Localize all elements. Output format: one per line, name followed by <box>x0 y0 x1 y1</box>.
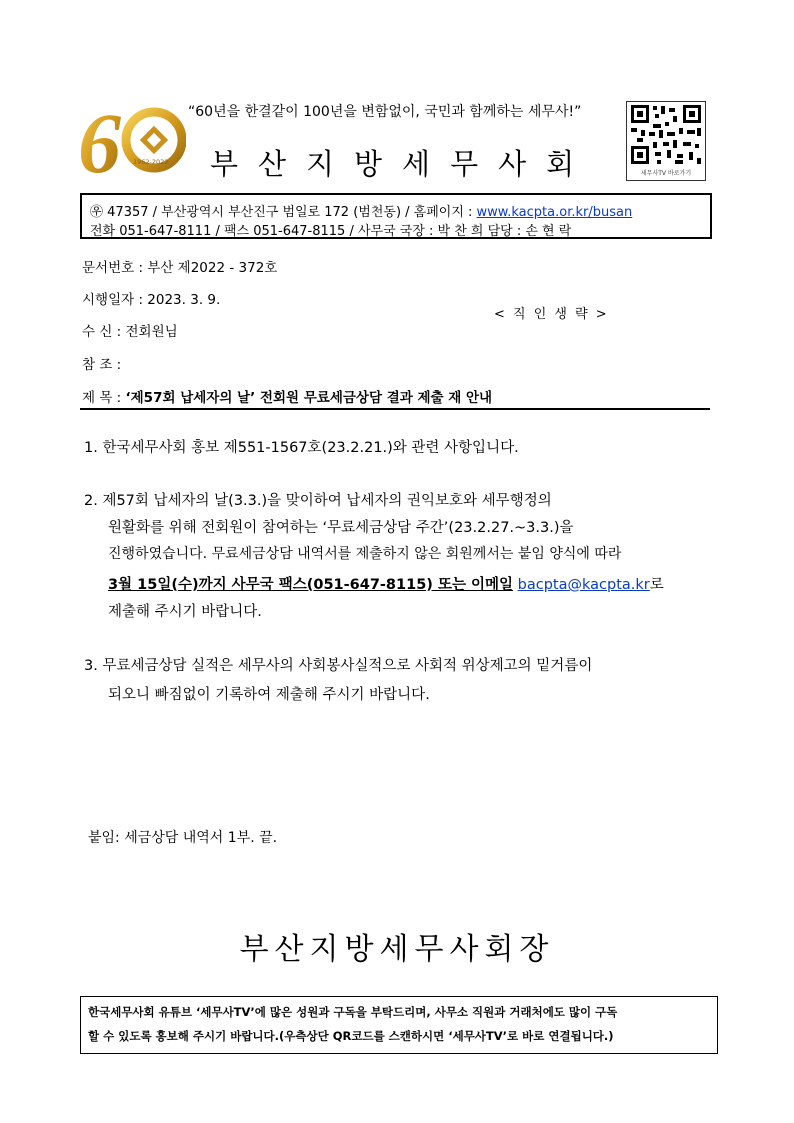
paragraph-2-line-4 <box>108 573 664 594</box>
qr-caption: 세무사TV 바로가기 <box>640 170 692 177</box>
address-text: 47357 / 부산광역시 부산진구 범일로 172 (범천동) / 홈페이지 : <box>107 205 477 220</box>
address-line-1 <box>90 201 632 220</box>
seal-note: < 직 인 생 략 > <box>494 307 609 322</box>
paragraph-2-line-2: 원활화를 위해 전회원이 참여하는 ‘무료세금상담 주간’(23.2.27.~3.3.)을 <box>108 520 574 536</box>
recipient: 수 신 : 전회원님 <box>82 324 178 340</box>
postal-mark: ㉾ <box>90 205 104 220</box>
deadline-text: 3월 15일(수)까지 사무국 팩스(051-647-8115) 또는 이메일 <box>108 577 514 593</box>
divider <box>80 408 710 410</box>
paragraph-3-line-1: 3. 무료세금상담 실적은 세무사의 사회봉사실적으로 사회적 위상제고의 밑거름이 <box>84 658 593 674</box>
paragraph-3-line-2: 되오니 빠짐없이 기록하여 제출해 주시기 바랍니다. <box>108 687 430 703</box>
email-link[interactable]: bacpta@kacpta.kr <box>517 577 650 593</box>
slogan: “60년을 한결같이 100년을 변함없이, 국민과 함께하는 세무사!” <box>188 104 582 120</box>
subject-label: 제 목 : <box>82 390 126 406</box>
doc-number: 문서번호 : 부산 제2022 - 372호 <box>82 260 278 276</box>
attachment: 붙임: 세금상담 내역서 1부. 끝. <box>88 830 278 846</box>
paragraph-1: 1. 한국세무사회 홍보 제551-1567호(23.2.21.)와 관련 사항입니다. <box>84 440 519 456</box>
paragraph-2-line-1: 2. 제57회 납세자의 날(3.3.)을 맞이하여 납세자의 권익보호와 세무행정의 <box>84 493 552 509</box>
svg-text:6: 6 <box>78 98 121 182</box>
logo-years: 1962-2022 <box>133 158 169 166</box>
reference: 참 조 : <box>82 357 122 373</box>
issue-date: 시행일자 : 2023. 3. 9. <box>82 292 221 308</box>
paragraph-2-line-3: 진행하였습니다. 무료세금상담 내역서를 제출하지 않은 회원께서는 붙임 양식에 따라 <box>108 546 622 562</box>
60th-anniversary-logo-icon <box>78 98 186 182</box>
signature: 부산지방세무사회장 <box>239 932 555 967</box>
subject-title: ‘제57회 납세자의 날’ 전회원 무료세금상담 결과 제출 재 안내 <box>125 390 493 406</box>
paragraph-2-line-5: 제출해 주시기 바랍니다. <box>108 604 262 620</box>
notice-line-1: 한국세무사회 유튜브 ‘세무사TV’에 많은 성원과 구독을 부탁드리며, 사무소 직원과 거래처에도 많이 구독 <box>88 1005 618 1019</box>
homepage-link[interactable]: www.kacpta.or.kr/busan <box>476 205 633 220</box>
notice-line-2: 할 수 있도록 홍보해 주시기 바랍니다.(우측상단 QR코드를 스캔하시면 ‘세무사TV’로 바로 연결됩니다.) <box>88 1029 614 1043</box>
subject-line <box>82 386 492 406</box>
address-line-2: 전화 051-647-8111 / 팩스 051-647-8115 / 사무국 국장 : 박 찬 희 담당 : 손 현 락 <box>90 224 572 239</box>
email-suffix: 로 <box>649 577 664 593</box>
org-name: 부산지방세무사회 <box>210 147 595 181</box>
